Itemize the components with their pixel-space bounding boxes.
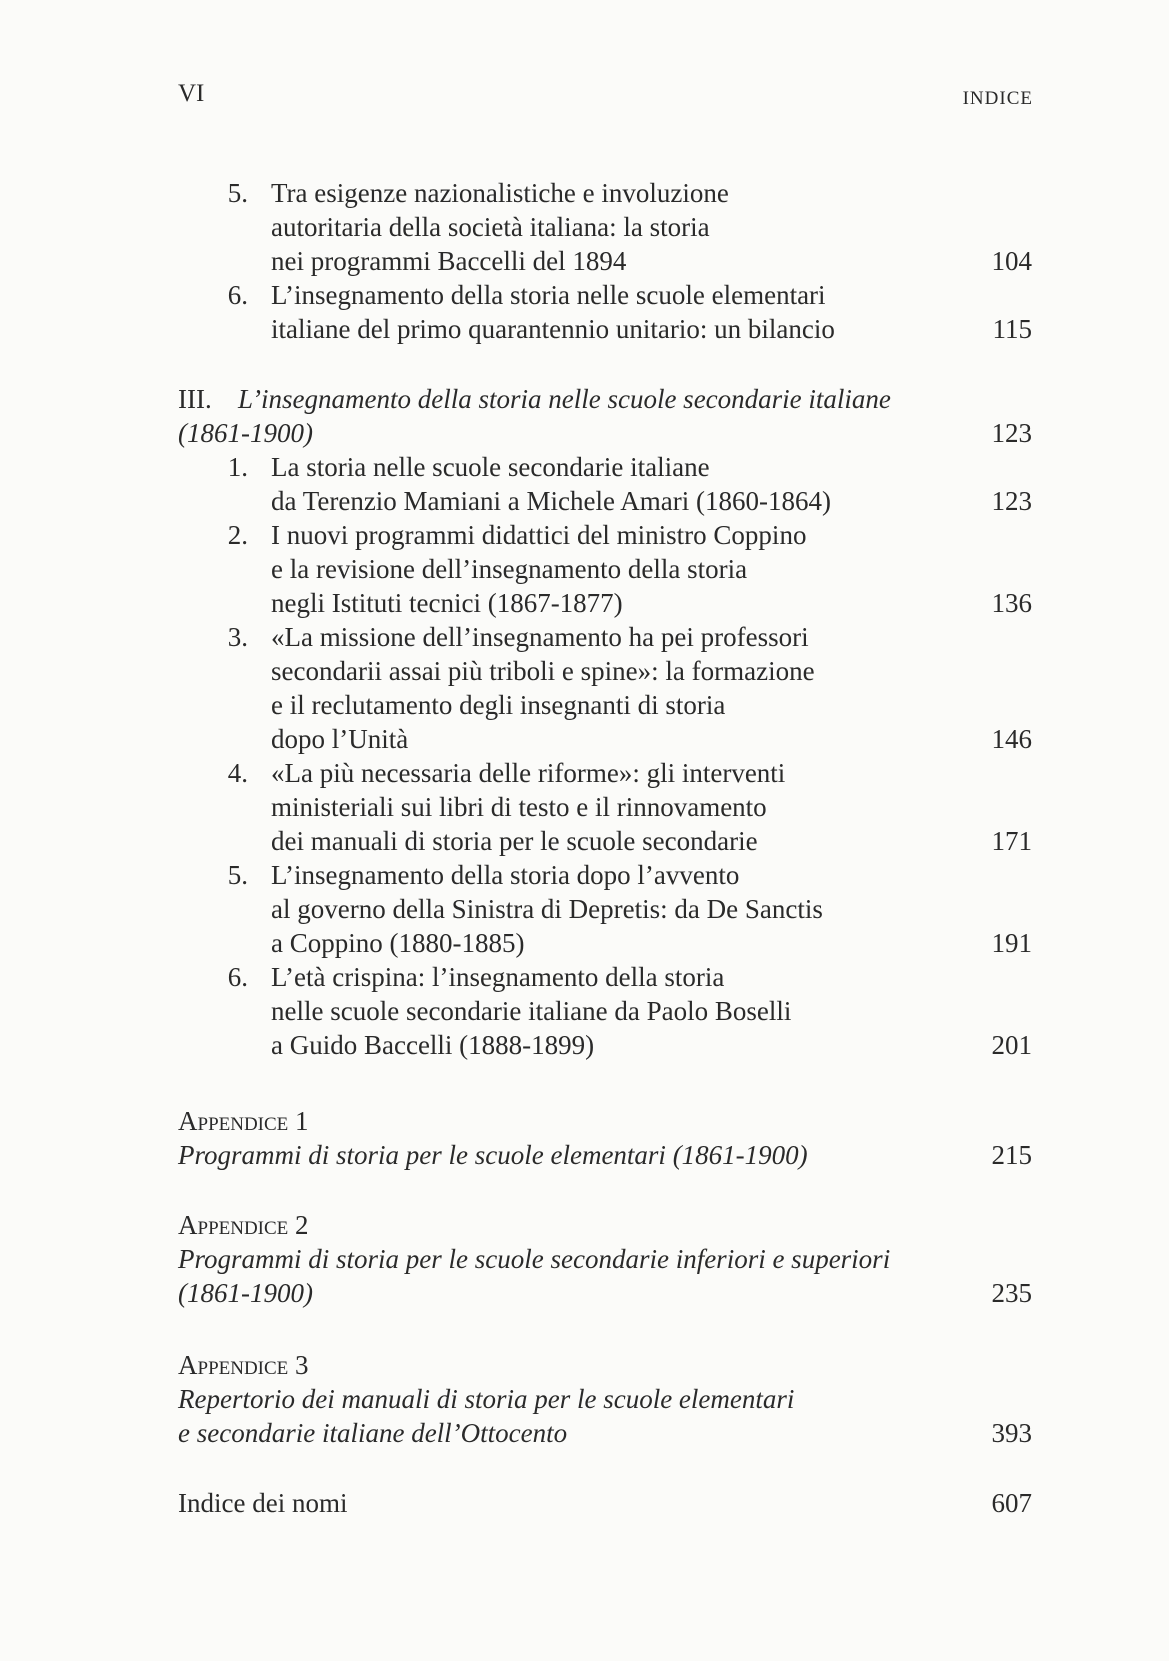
page-ref: 115 xyxy=(992,314,1032,344)
appendix-title: (1861-1900) xyxy=(178,1278,313,1308)
page-ref: 123 xyxy=(991,486,1032,516)
page-ref: 607 xyxy=(991,1488,1032,1518)
toc-entry-line: L’insegnamento della storia nelle scuole elementari xyxy=(271,280,826,310)
toc-entry-line: L’insegnamento della storia dopo l’avvento xyxy=(271,860,740,890)
chapter-title: (1861-1900) xyxy=(178,418,313,448)
section-number: 5. xyxy=(227,860,248,890)
toc-entry-line: dei manuali di storia per le scuole secondarie xyxy=(271,826,758,856)
toc-entry-line: secondarii assai più triboli e spine»: la formazione xyxy=(271,656,815,686)
chapter-number: III. xyxy=(178,384,212,414)
appendix-title: Repertorio dei manuali di storia per le scuole elementari xyxy=(178,1384,795,1414)
toc-entry-line: «La missione dell’insegnamento ha pei professori xyxy=(271,622,809,652)
toc-entry-line: al governo della Sinistra di Depretis: da De Sanctis xyxy=(271,894,823,924)
page-number-header: VI xyxy=(178,80,205,107)
page-ref: 171 xyxy=(991,826,1032,856)
toc-entry-line: da Terenzio Mamiani a Michele Amari (1860-1864) xyxy=(271,486,831,516)
toc-entry-line: negli Istituti tecnici (1867-1877) xyxy=(271,588,623,618)
chapter-title: L’insegnamento della storia nelle scuole secondarie italiane xyxy=(238,384,891,414)
toc-entry-line: italiane del primo quarantennio unitario: un bilancio xyxy=(271,314,835,344)
page-ref: 191 xyxy=(991,928,1032,958)
toc-entry-line: I nuovi programmi didattici del ministro Coppino xyxy=(271,520,807,550)
section-number: 4. xyxy=(227,758,248,788)
toc-entry-line: ministeriali sui libri di testo e il rinnovamento xyxy=(271,792,767,822)
toc-entry-line: «La più necessaria delle riforme»: gli interventi xyxy=(271,758,786,788)
page-ref: 201 xyxy=(991,1030,1032,1060)
toc-entry-line: nelle scuole secondarie italiane da Paolo Boselli xyxy=(271,996,792,1026)
page-ref: 146 xyxy=(991,724,1032,754)
page-ref: 123 xyxy=(991,418,1032,448)
page-ref: 393 xyxy=(991,1418,1032,1448)
page-ref: 104 xyxy=(991,246,1032,276)
section-number: 6. xyxy=(227,962,248,992)
toc-entry-line: dopo l’Unità xyxy=(271,724,409,754)
appendix-label: Appendice 2 xyxy=(178,1210,309,1240)
toc-entry-line: nei programmi Baccelli del 1894 xyxy=(271,246,627,276)
appendix-label: Appendice 3 xyxy=(178,1350,309,1380)
section-number: 2. xyxy=(227,520,248,550)
toc-entry-line: Tra esigenze nazionalistiche e involuzione xyxy=(271,178,729,208)
section-number: 3. xyxy=(227,622,248,652)
appendix-title: Programmi di storia per le scuole elementari (1861-1900) xyxy=(178,1140,808,1170)
page-ref: 235 xyxy=(991,1278,1032,1308)
appendix-title: Programmi di storia per le scuole secondarie inferiori e superiori xyxy=(178,1244,891,1274)
toc-entry-line: e la revisione dell’insegnamento della storia xyxy=(271,554,748,584)
running-title: INDICE xyxy=(962,88,1033,109)
appendix-label: Appendice 1 xyxy=(178,1106,309,1136)
page-ref: 136 xyxy=(991,588,1032,618)
appendix-title: e secondarie italiane dell’Ottocento xyxy=(178,1418,568,1448)
toc-entry-line: La storia nelle scuole secondarie italiane xyxy=(271,452,710,482)
section-number: 1. xyxy=(227,452,248,482)
section-number: 5. xyxy=(227,178,248,208)
toc-entry-line: a Guido Baccelli (1888-1899) xyxy=(271,1030,595,1060)
section-number: 6. xyxy=(227,280,248,310)
toc-entry-line: a Coppino (1880-1885) xyxy=(271,928,525,958)
page-ref: 215 xyxy=(991,1140,1032,1170)
toc-entry-line: autoritaria della società italiana: la storia xyxy=(271,212,710,242)
toc-entry-line: e il reclutamento degli insegnanti di storia xyxy=(271,690,726,720)
index-entry: Indice dei nomi xyxy=(178,1488,348,1518)
toc-entry-line: L’età crispina: l’insegnamento della storia xyxy=(271,962,725,992)
